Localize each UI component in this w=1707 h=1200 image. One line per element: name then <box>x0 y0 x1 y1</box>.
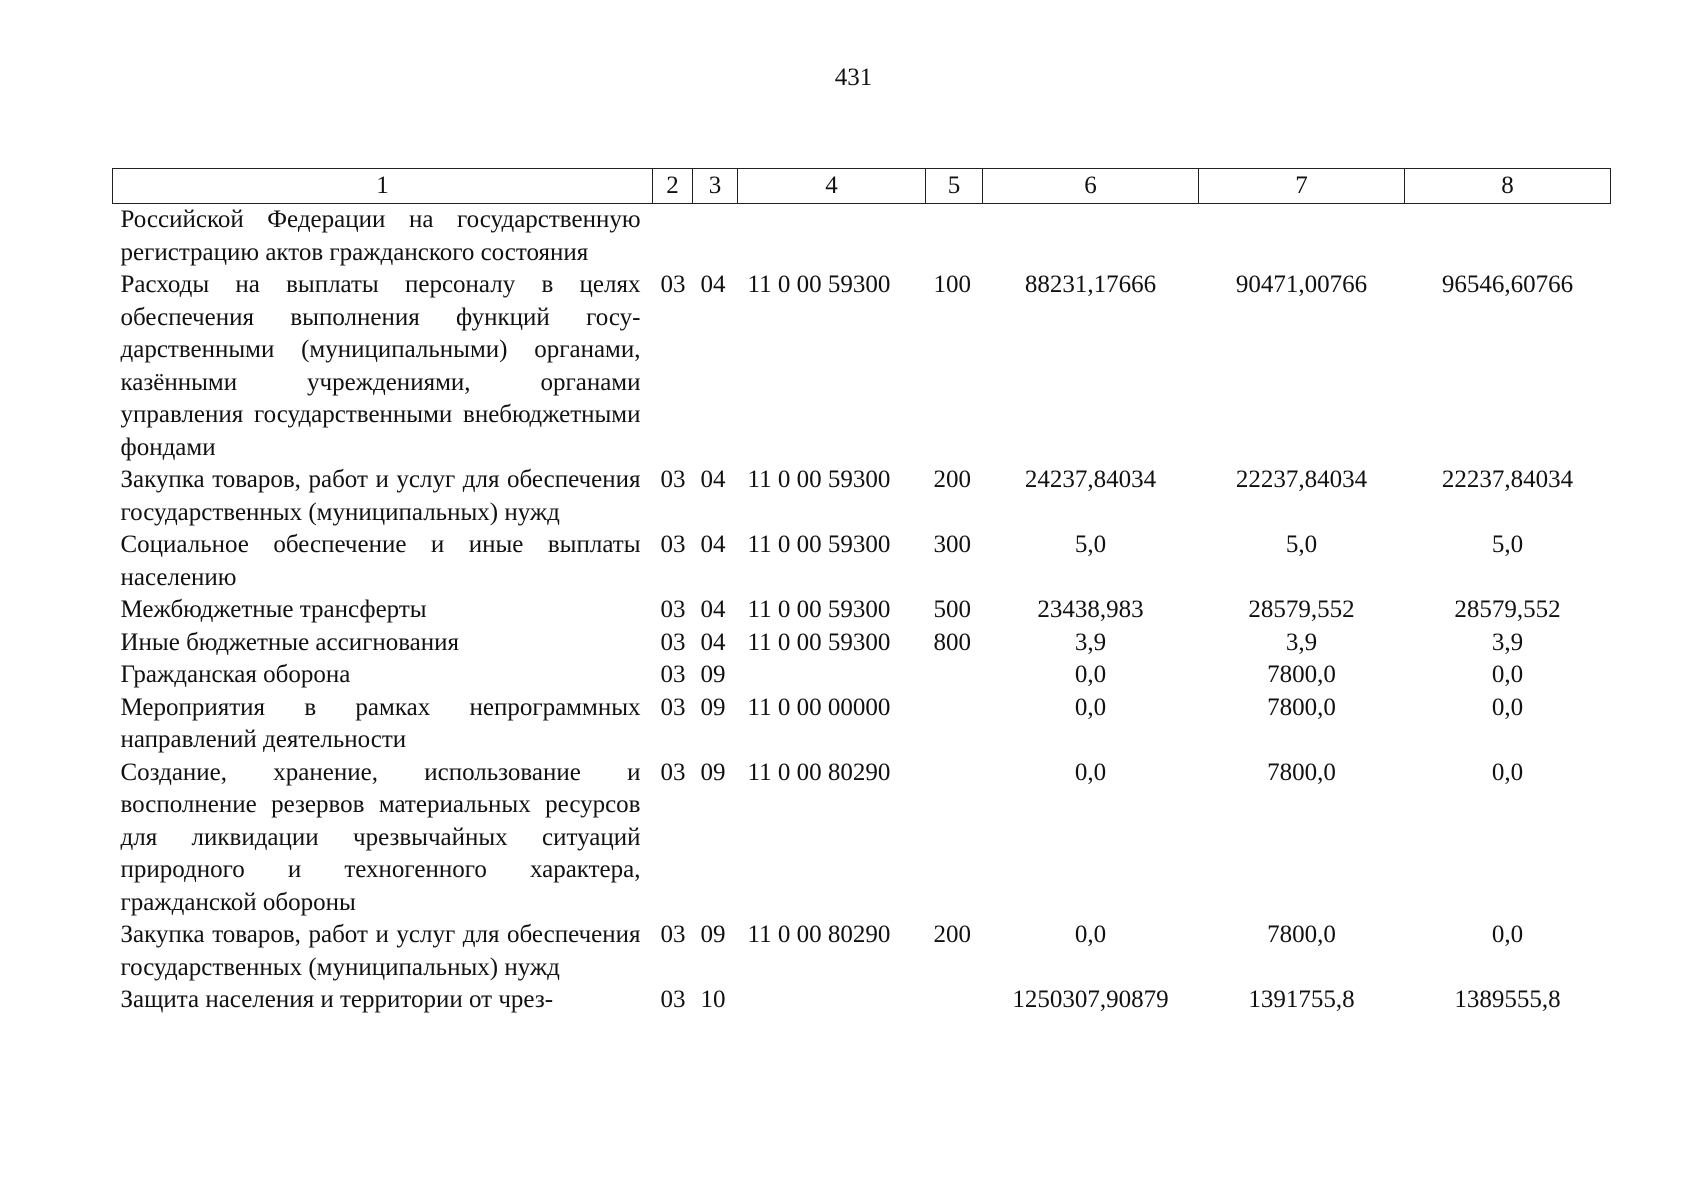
section-code-cell: 03 <box>660 466 686 493</box>
amount-year-2-cell: 3,9 <box>1285 628 1318 656</box>
amount-year-1-cell: 24237,84034 <box>1024 466 1157 493</box>
section-code-cell: 03 <box>660 758 686 786</box>
amount-year-3-cell: 0,0 <box>1491 661 1524 688</box>
amount-year-3-cell: 0,0 <box>1491 758 1524 786</box>
subsection-code-cell: 04 <box>700 596 726 623</box>
expense-type-cell <box>926 757 983 920</box>
section-code-cell: 03 <box>660 661 686 688</box>
subsection-code-cell: 04 <box>700 531 726 558</box>
section-code-cell <box>653 204 693 270</box>
expense-type-cell: 200 <box>933 466 971 493</box>
target-article-cell <box>738 984 926 1017</box>
target-article-cell <box>738 204 926 270</box>
row-name-cell: Защита населения и территории от чрез- <box>120 986 554 1013</box>
amount-year-1-cell: 1250307,90879 <box>1012 986 1169 1013</box>
expense-type-cell <box>926 984 983 1017</box>
subsection-code-cell: 09 <box>700 661 726 688</box>
row-name-cell: Расходы на выплаты персоналу в целях обеспечения выполнения функций государственными (муниципальными) органами, казёнными учреждениями, органами управления государственными внебюджетными фондами <box>120 271 641 461</box>
subsection-code-cell: 04 <box>700 628 726 656</box>
expense-type-cell <box>926 659 983 692</box>
amount-year-3-cell: 3,9 <box>1491 628 1524 656</box>
page-number: 431 <box>834 64 873 91</box>
row-name-cell: Межбюджетные трансферты <box>120 596 427 623</box>
amount-year-3-cell: 22237,84034 <box>1441 466 1574 493</box>
amount-year-1-cell: 0,0 <box>1074 693 1107 721</box>
target-article-cell <box>738 659 926 692</box>
header-col-4: 4 <box>738 169 926 204</box>
table-row <box>113 269 1611 464</box>
amount-year-1-cell: 0,0 <box>1074 661 1107 688</box>
header-col-1: 1 <box>113 169 653 204</box>
amount-year-2-cell: 7800,0 <box>1267 693 1336 721</box>
header-col-2: 2 <box>653 169 693 204</box>
section-code-cell: 03 <box>660 596 686 623</box>
row-name-cell: Мероприятия в рамках непрограммных направлений деятельности <box>120 693 641 753</box>
expense-type-cell: 500 <box>933 596 971 623</box>
amount-year-2-cell <box>1199 204 1405 270</box>
row-name-cell: Закупка товаров, работ и услуг для обеспечения государственных (муниципальных) нужд <box>120 921 641 981</box>
target-article-cell: 11 0 00 59300 <box>747 596 891 623</box>
header-col-3: 3 <box>693 169 738 204</box>
subsection-code-cell <box>693 204 738 270</box>
expense-type-cell: 200 <box>933 921 971 948</box>
section-code-cell: 03 <box>660 921 686 948</box>
header-col-5: 5 <box>926 169 983 204</box>
header-row <box>113 169 1611 204</box>
subsection-code-cell: 04 <box>700 466 726 493</box>
table-row <box>113 919 1611 984</box>
amount-year-2-cell: 28579,552 <box>1248 596 1355 623</box>
amount-year-1-cell: 5,0 <box>1074 531 1107 558</box>
amount-year-2-cell: 5,0 <box>1285 531 1318 558</box>
amount-year-2-cell: 1391755,8 <box>1248 986 1355 1013</box>
row-name-cell: Создание, хранение, использование и восполнение резервов материальных ресурсов для ликвидации чрезвычайных ситуаций природного и техногенного характера, гражданской обороны <box>120 758 641 916</box>
target-article-cell: 11 0 00 00000 <box>747 693 891 721</box>
amount-year-2-cell: 22237,84034 <box>1235 466 1368 493</box>
table-row <box>113 692 1611 757</box>
table-row <box>113 984 1611 1017</box>
amount-year-2-cell: 7800,0 <box>1267 661 1336 688</box>
amount-year-1-cell: 0,0 <box>1074 758 1107 786</box>
target-article-cell: 11 0 00 59300 <box>747 466 891 493</box>
subsection-code-cell: 09 <box>700 758 726 786</box>
row-name-cell: Российской Федерации на государственную регистрацию актов гражданского состояния <box>120 206 641 266</box>
amount-year-3-cell: 28579,552 <box>1454 596 1561 623</box>
target-article-cell: 11 0 00 80290 <box>747 758 891 786</box>
expense-type-cell: 300 <box>933 531 971 558</box>
expense-type-cell: 100 <box>933 271 971 298</box>
amount-year-3-cell: 0,0 <box>1491 921 1524 948</box>
amount-year-3-cell: 1389555,8 <box>1454 986 1561 1013</box>
amount-year-2-cell: 90471,00766 <box>1235 271 1368 298</box>
target-article-cell: 11 0 00 59300 <box>747 531 891 558</box>
table-row <box>113 659 1611 692</box>
table-row <box>113 594 1611 627</box>
table-row <box>113 464 1611 529</box>
table-row <box>113 627 1611 660</box>
expense-type-cell <box>926 204 983 270</box>
row-name-cell: Гражданская оборона <box>120 661 351 688</box>
section-code-cell: 03 <box>660 271 686 298</box>
amount-year-1-cell: 0,0 <box>1074 921 1107 948</box>
amount-year-2-cell: 7800,0 <box>1267 758 1336 786</box>
section-code-cell: 03 <box>660 531 686 558</box>
section-code-cell: 03 <box>660 628 686 656</box>
subsection-code-cell: 09 <box>700 921 726 948</box>
amount-year-3-cell: 96546,60766 <box>1441 271 1574 298</box>
section-code-cell: 03 <box>660 693 686 721</box>
amount-year-3-cell <box>1405 204 1611 270</box>
subsection-code-cell: 04 <box>700 271 726 298</box>
target-article-cell: 11 0 00 59300 <box>747 271 891 298</box>
amount-year-2-cell: 7800,0 <box>1267 921 1336 948</box>
row-name-cell: Иные бюджетные ассигнования <box>120 628 460 656</box>
header-col-7: 7 <box>1199 169 1405 204</box>
amount-year-1-cell: 23438,983 <box>1037 596 1144 623</box>
budget-table <box>112 168 1611 1017</box>
expense-type-cell <box>926 692 983 757</box>
header-col-6: 6 <box>983 169 1199 204</box>
row-name-cell: Социальное обеспечение и иные выплаты населению <box>120 531 641 591</box>
target-article-cell: 11 0 00 59300 <box>747 628 891 656</box>
amount-year-3-cell: 5,0 <box>1491 531 1524 558</box>
amount-year-1-cell <box>983 204 1199 270</box>
amount-year-3-cell: 0,0 <box>1491 693 1524 721</box>
subsection-code-cell: 09 <box>700 693 726 721</box>
table-body <box>113 204 1611 1017</box>
table-row <box>113 204 1611 270</box>
amount-year-1-cell: 3,9 <box>1074 628 1107 656</box>
header-col-8: 8 <box>1405 169 1611 204</box>
subsection-code-cell: 10 <box>700 986 726 1013</box>
section-code-cell: 03 <box>660 986 686 1013</box>
table-row <box>113 529 1611 594</box>
row-name-cell: Закупка товаров, работ и услуг для обеспечения государственных (муниципальных) нужд <box>120 466 641 526</box>
target-article-cell: 11 0 00 80290 <box>747 921 891 948</box>
table-row <box>113 757 1611 920</box>
expense-type-cell: 800 <box>933 628 971 656</box>
amount-year-1-cell: 88231,17666 <box>1024 271 1157 298</box>
